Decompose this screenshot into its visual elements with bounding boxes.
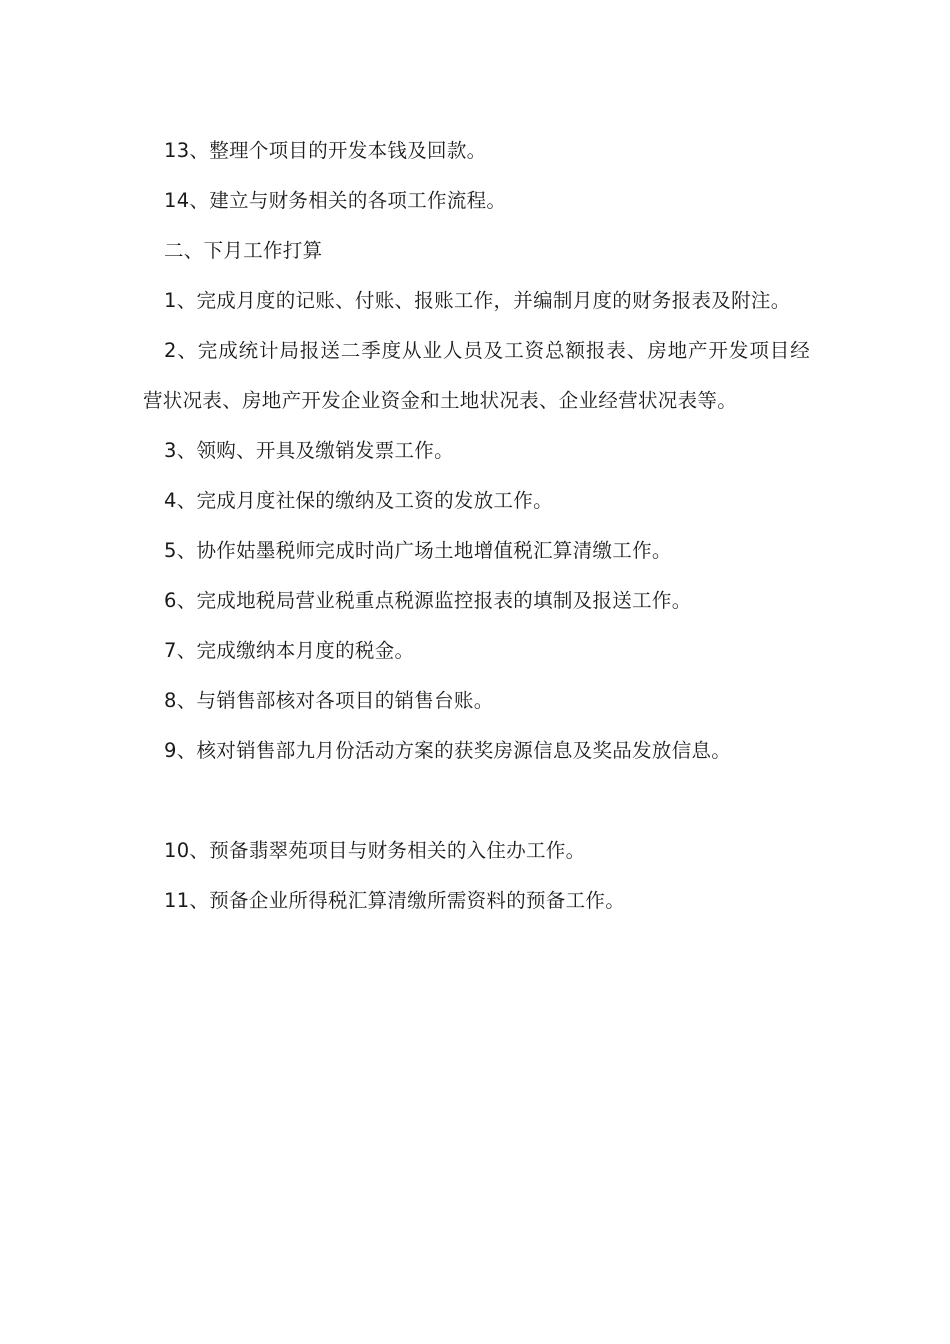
blank-line [143, 776, 810, 826]
paragraph-item-14: 14、建立与财务相关的各项工作流程。 [164, 189, 507, 212]
paragraph-plan-10: 10、预备翡翠苑项目与财务相关的入住办工作。 [164, 839, 586, 862]
paragraph-plan-6: 6、完成地税局营业税重点税源监控报表的填制及报送工作。 [164, 589, 692, 612]
paragraph-plan-4: 4、完成月度社保的缴纳及工资的发放工作。 [164, 489, 553, 512]
paragraph-plan-7: 7、完成缴纳本月度的税金。 [164, 639, 415, 662]
paragraph-plan-11: 11、预备企业所得税汇算清缴所需资料的预备工作。 [164, 889, 626, 912]
paragraph-plan-8: 8、与销售部核对各项目的销售台账。 [164, 689, 494, 712]
section-heading-next-month-plan: 二、下月工作打算 [164, 239, 323, 262]
paragraph-plan-3: 3、领购、开具及缴销发票工作。 [164, 439, 454, 462]
paragraph-plan-9: 9、核对销售部九月份活动方案的获奖房源信息及奖品发放信息。 [164, 739, 732, 762]
paragraph-plan-1: 1、完成月度的记账、付账、报账工作，并编制月度的财务报表及附注。 [164, 289, 791, 312]
paragraph-plan-2: 2、完成统计局报送二季度从业人员及工资总额报表、房地产开发项目经营状况表、房地产开发企业资金和土地状况表、企业经营状况表等。 [143, 339, 810, 412]
document-body [143, 126, 810, 926]
paragraph-item-13: 13、整理个项目的开发本钱及回款。 [164, 139, 487, 162]
paragraph-plan-5: 5、协作姑墨税师完成时尚广场土地增值税汇算清缴工作。 [164, 539, 672, 562]
